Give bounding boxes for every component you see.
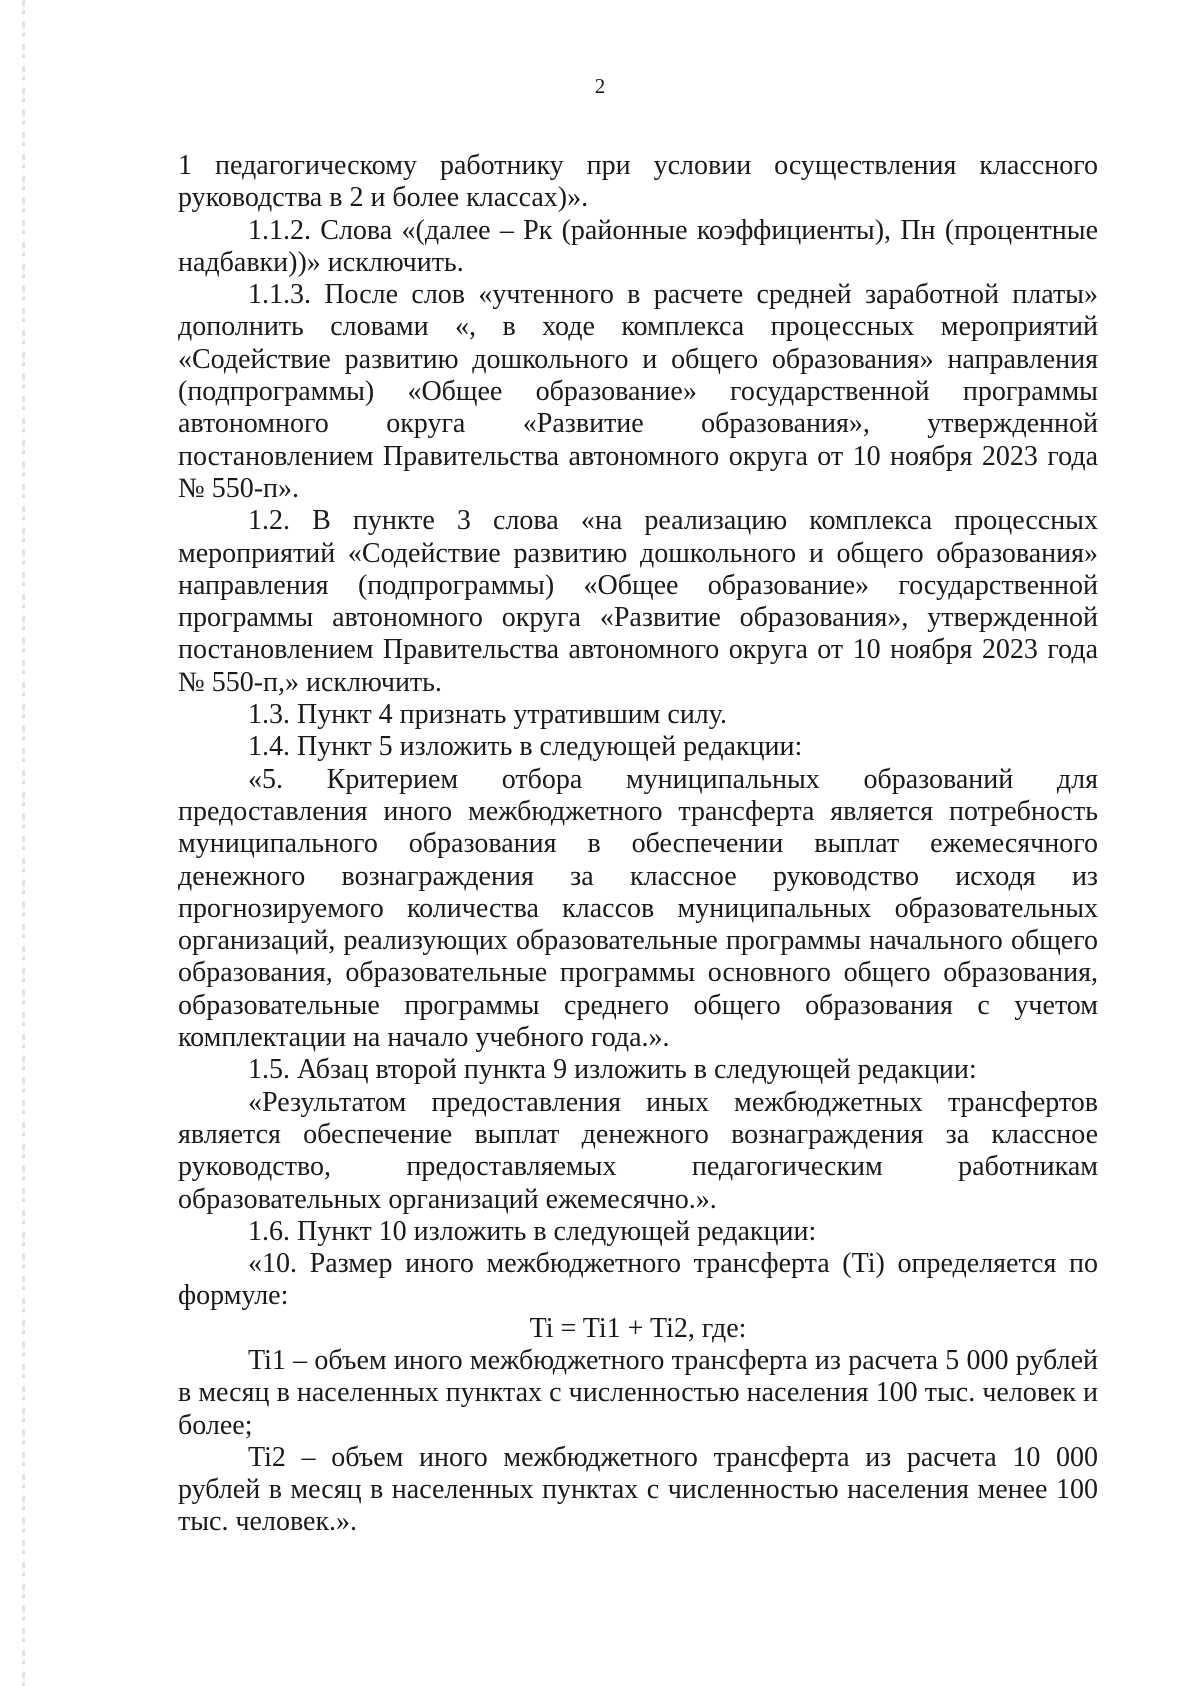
paragraph-1-6: 1.6. Пункт 10 изложить в следующей редакции: [248, 1215, 817, 1247]
paragraph-1-2: 1.2. В пункте 3 слова «на реализацию комплекса процессных мероприятий «Содействие развитию дошкольного и общего образования» направления (подпрограммы) «Общее образование» государственной программы автономного округа «Развитие образования», утвержденной постановлением Правительства автономного округа от 10 ноября 2023 года № 550-п,» исключить. [178, 505, 1098, 698]
paragraph-1-5: 1.5. Абзац второй пункта 9 изложить в следующей редакции: [248, 1054, 977, 1086]
formula: Ti = Ti1 + Ti2, где: [529, 1312, 747, 1344]
page-number: 2 [594, 74, 606, 98]
paragraph-1-1-2: 1.1.2. Слова «(далее – Рк (районные коэффициенты), Пн (процентные надбавки))» исключить. [178, 214, 1098, 278]
paragraph-1-3: 1.3. Пункт 4 признать утратившим силу. [248, 699, 727, 731]
paragraph-1-4: 1.4. Пункт 5 изложить в следующей редакции: [248, 731, 803, 763]
paragraph-1-1-3: 1.1.3. После слов «учтенного в расчете средней заработной платы» дополнить словами «, в ходе комплекса процессных мероприятий «Содействие развитию дошкольного и общего образования» направления (подпрограммы) «Общее образование» государственной программы автономного округа «Развитие образования», утвержденной постановлением Правительства автономного округа от 10 ноября 2023 года № 550-п». [178, 279, 1098, 504]
document-body [178, 150, 1098, 1539]
paragraph-continuation: 1 педагогическому работнику при условии осуществления классного руководства в 2 и более классах)». [178, 150, 1098, 214]
scan-edge-artifact [22, 0, 25, 1686]
paragraph-result-text: «Результатом предоставления иных межбюджетных трансфертов является обеспечение выплат денежного вознаграждения за классное руководство, предоставляемых педагогическим работникам образовательных организаций ежемесячно.». [178, 1086, 1098, 1215]
paragraph-ti2-definition: Ti2 – объем иного межбюджетного трансферта из расчета 10 000 рублей в месяц в населенных пунктах с численностью населения менее 100 тыс. человек.». [178, 1441, 1098, 1538]
paragraph-item-5-text: «5. Критерием отбора муниципальных образований для предоставления иного межбюджетного трансферта является потребность муниципального образования в обеспечении выплат ежемесячного денежного вознаграждения за классное руководство исходя из прогнозируемого количества классов муниципальных образовательных организаций, реализующих образовательные программы начального общего образования, образовательные программы основного общего образования, образовательные программы среднего общего образования с учетом комплектации на начало учебного года.». [178, 763, 1098, 1054]
paragraph-ti1-definition: Ti1 – объем иного межбюджетного трансферта из расчета 5 000 рублей в месяц в населенных пунктах с численностью населения 100 тыс. человек и более; [178, 1344, 1098, 1441]
paragraph-item-10-text: «10. Размер иного межбюджетного трансферта (Ti) определяется по формуле: [178, 1248, 1098, 1312]
